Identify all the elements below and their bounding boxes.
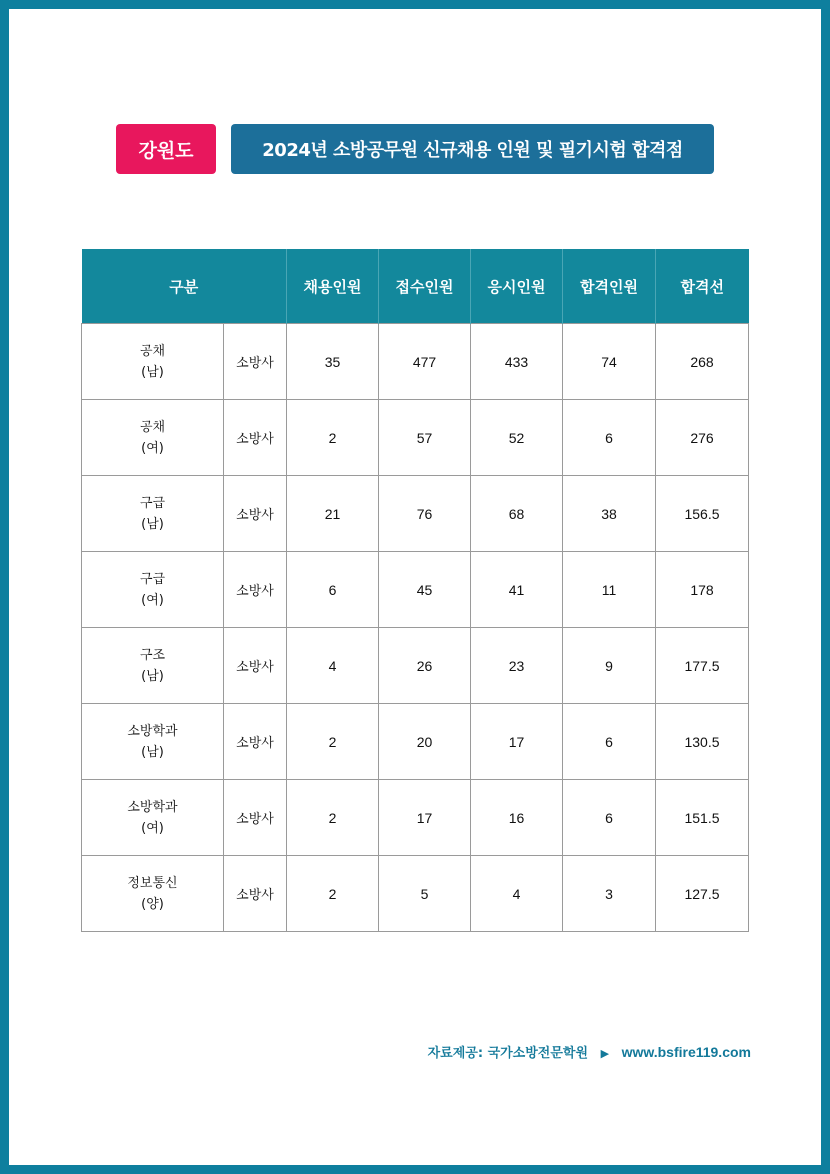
row-pass: 74 (563, 324, 656, 400)
header-take: 응시인원 (471, 249, 563, 324)
row-category-gender: (양) (141, 896, 164, 912)
row-apply: 477 (379, 324, 471, 400)
row-hire: 2 (287, 780, 379, 856)
table-row (82, 552, 749, 628)
table-row (82, 780, 749, 856)
row-pass: 3 (563, 856, 656, 932)
row-category (82, 704, 224, 780)
table-row (82, 704, 749, 780)
table-row (82, 856, 749, 932)
row-pass: 11 (563, 552, 656, 628)
region-badge: 강원도 (116, 124, 216, 174)
row-category-name: 구조 (139, 647, 166, 663)
source-label: 자료제공: (427, 1046, 484, 1061)
row-cutoff: 127.5 (656, 856, 749, 932)
row-cutoff: 178 (656, 552, 749, 628)
row-rank: 소방사 (224, 552, 287, 628)
table-row (82, 628, 749, 704)
row-hire: 35 (287, 324, 379, 400)
source-url: www.bsfire119.com (621, 1044, 751, 1060)
row-rank: 소방사 (224, 856, 287, 932)
table-row (82, 324, 749, 400)
row-pass: 6 (563, 780, 656, 856)
row-hire: 2 (287, 856, 379, 932)
row-take: 68 (471, 476, 563, 552)
row-cutoff: 151.5 (656, 780, 749, 856)
row-cutoff: 156.5 (656, 476, 749, 552)
table-row (82, 400, 749, 476)
row-category-name: 공채 (139, 419, 166, 435)
row-category-name: 구급 (139, 571, 166, 587)
row-category-name: 소방학과 (127, 723, 178, 739)
row-category-gender: (남) (141, 668, 164, 684)
row-take: 16 (471, 780, 563, 856)
row-category-gender: (남) (141, 516, 164, 532)
header-apply: 접수인원 (379, 249, 471, 324)
page-title: 2024년 소방공무원 신규채용 인원 및 필기시험 합격점 (231, 124, 714, 174)
row-pass: 6 (563, 704, 656, 780)
row-take: 4 (471, 856, 563, 932)
header-cutoff: 합격선 (656, 249, 749, 324)
row-pass: 6 (563, 400, 656, 476)
row-take: 17 (471, 704, 563, 780)
row-cutoff: 276 (656, 400, 749, 476)
row-category (82, 780, 224, 856)
triangle-right-icon: ▶ (600, 1047, 610, 1060)
row-category-gender: (남) (141, 744, 164, 760)
row-category-gender: (남) (141, 364, 164, 380)
table-row (82, 476, 749, 552)
row-take: 52 (471, 400, 563, 476)
row-category (82, 400, 224, 476)
header-hire: 채용인원 (287, 249, 379, 324)
row-category-name: 공채 (139, 343, 166, 359)
row-hire: 2 (287, 400, 379, 476)
row-hire: 6 (287, 552, 379, 628)
row-pass: 38 (563, 476, 656, 552)
header-category: 구분 (82, 249, 287, 324)
row-category (82, 628, 224, 704)
row-category (82, 476, 224, 552)
source-name: 국가소방전문학원 (487, 1046, 589, 1061)
row-cutoff: 177.5 (656, 628, 749, 704)
row-category-name: 소방학과 (127, 799, 178, 815)
row-hire: 4 (287, 628, 379, 704)
row-hire: 21 (287, 476, 379, 552)
row-category (82, 856, 224, 932)
header-pass: 합격인원 (563, 249, 656, 324)
row-apply: 17 (379, 780, 471, 856)
row-category-name: 구급 (139, 495, 166, 511)
results-table (81, 249, 749, 932)
row-rank: 소방사 (224, 400, 287, 476)
row-apply: 20 (379, 704, 471, 780)
row-hire: 2 (287, 704, 379, 780)
table-header-row (82, 249, 749, 324)
row-category-gender: (여) (141, 440, 164, 456)
row-category-name: 정보통신 (127, 875, 178, 891)
row-apply: 57 (379, 400, 471, 476)
row-rank: 소방사 (224, 628, 287, 704)
row-category-gender: (여) (141, 592, 164, 608)
row-rank: 소방사 (224, 476, 287, 552)
row-rank: 소방사 (224, 704, 287, 780)
row-rank: 소방사 (224, 780, 287, 856)
document-page (9, 9, 821, 1165)
row-cutoff: 268 (656, 324, 749, 400)
row-rank: 소방사 (224, 324, 287, 400)
row-apply: 76 (379, 476, 471, 552)
row-cutoff: 130.5 (656, 704, 749, 780)
row-apply: 45 (379, 552, 471, 628)
row-take: 41 (471, 552, 563, 628)
row-take: 23 (471, 628, 563, 704)
row-category (82, 324, 224, 400)
row-apply: 26 (379, 628, 471, 704)
row-category (82, 552, 224, 628)
row-apply: 5 (379, 856, 471, 932)
row-take: 433 (471, 324, 563, 400)
row-pass: 9 (563, 628, 656, 704)
row-category-gender: (여) (141, 820, 164, 836)
source-credit (428, 1042, 751, 1061)
